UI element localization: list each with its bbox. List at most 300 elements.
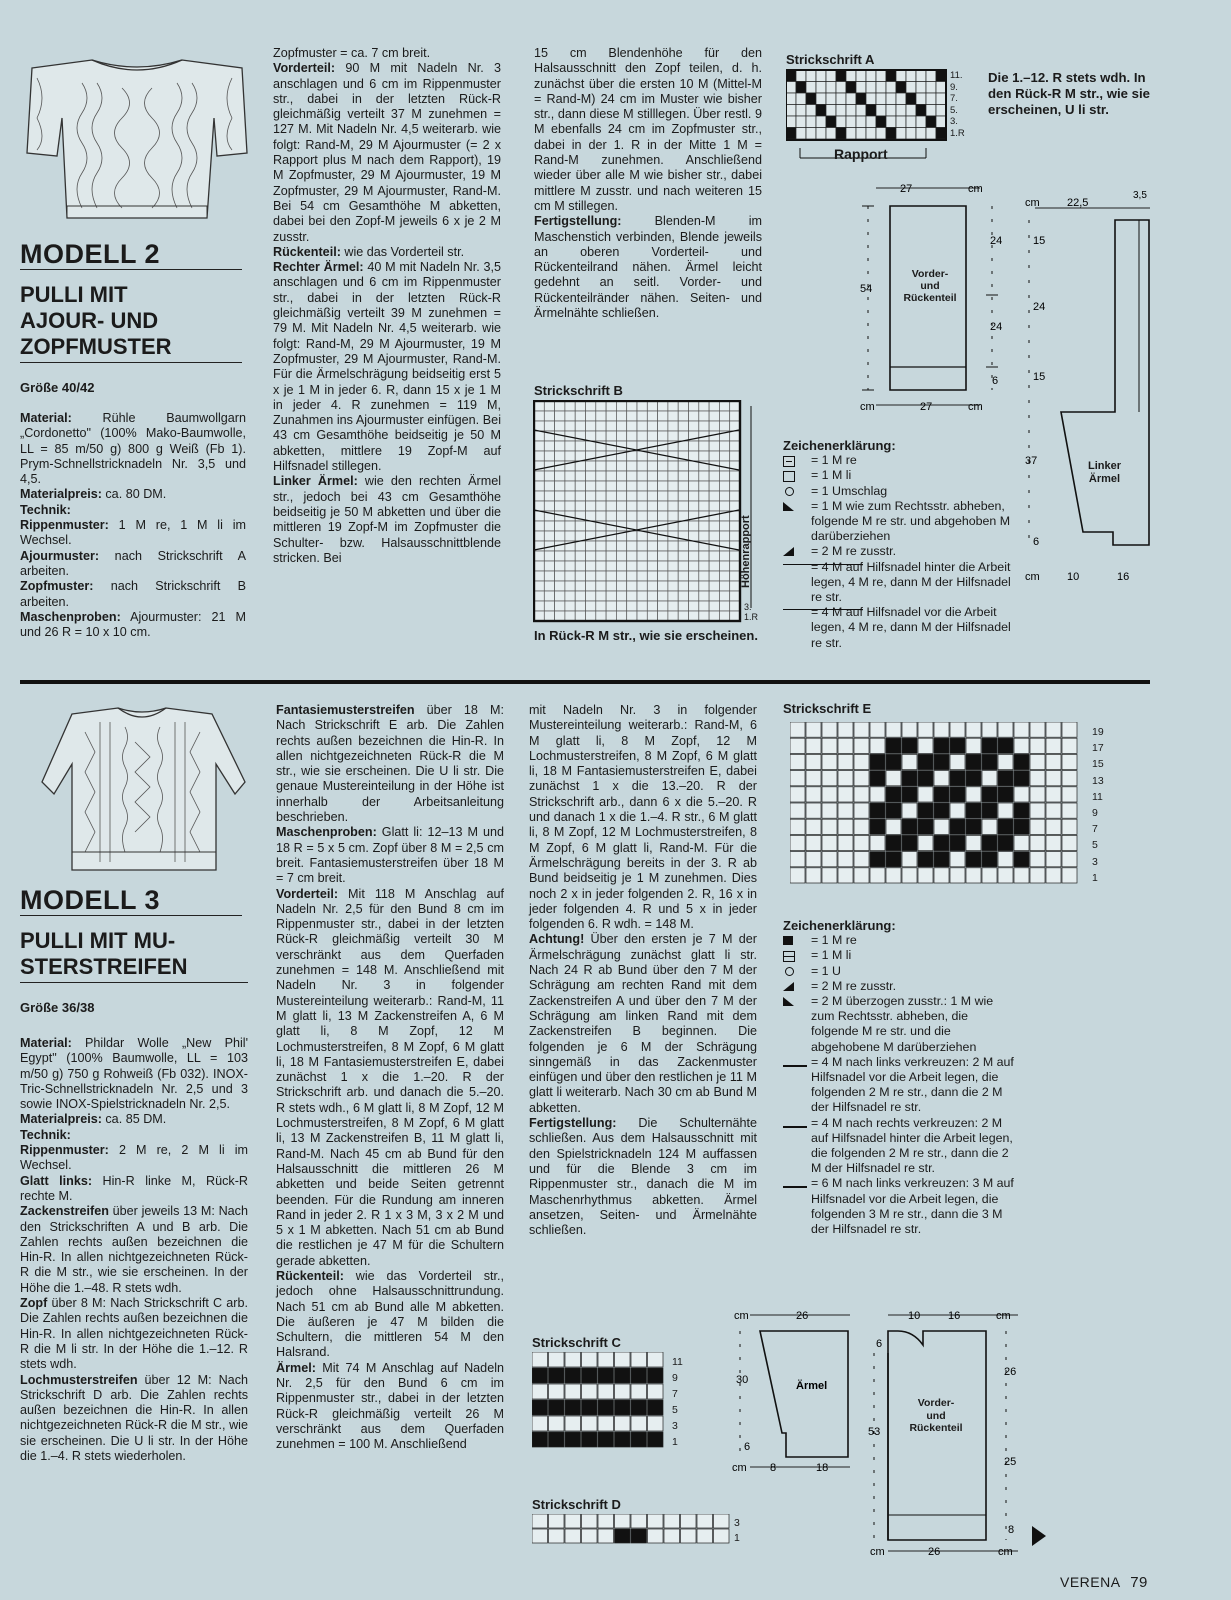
chart-b-cell <box>627 551 637 561</box>
chart-b-cell <box>616 611 626 621</box>
chart-d-cell <box>631 1529 647 1543</box>
chart-d-cell <box>582 1529 598 1543</box>
chart-e-cell <box>838 754 853 769</box>
chart-e-cell <box>934 787 949 802</box>
chart-b-cell <box>606 411 616 421</box>
chart-b-cell <box>627 531 637 541</box>
chart-a-cell <box>806 93 816 105</box>
chart-b-cell <box>647 501 657 511</box>
solid-square-icon <box>783 936 793 945</box>
chart-b-cell <box>699 481 709 491</box>
chart-c-cell <box>582 1400 598 1415</box>
m3c1-paragraph <box>20 1296 248 1372</box>
chart-d-cell <box>664 1514 680 1528</box>
chart-a-cell <box>936 70 946 82</box>
chart-b-cell <box>596 411 606 421</box>
chart-b-cell <box>699 531 709 541</box>
chart-a-row-labels <box>950 70 965 139</box>
chart-c-cell <box>549 1432 565 1447</box>
s2-top: 22,5 <box>1067 197 1089 209</box>
chart-c-cell <box>582 1384 598 1399</box>
chart-a-cell <box>886 116 896 128</box>
chart-a-cell <box>936 105 946 117</box>
chart-b-cell <box>678 501 688 511</box>
chart-b-cell <box>586 541 596 551</box>
m3c2-text: Mit 118 M Anschlag auf Nadeln Nr. 2,5 für den Bund 8 cm im Rippenmuster str., dabei in der letzten Rück-R gleichmäßig verteilt 30 M verschränkt aus dem Querfaden zunehmen = 148 M. Anschließend mit Nadeln Nr. 3 in folgender Mustereinteilung weiterarb.: Rand-M, 11 M glatt li, 13 M Zackenstreifen A, 6 M glatt li, 8 M Zopf, 12 M Lochmusterstreifen, 8 M Zopf, 6 M glatt li, 18 M Fantasiemusterstreifen E, dabei zunächst 1 x die 1.–20. R der Strickschrift arb. und danach die 5.–20. R stets wdh., 6 M glatt li, 8 M Zopf, 12 M Lochmusterstreifen, 8 M Zopf, 6 M glatt li, 13 M Zackenstreifen B, 11 M glatt li, Rand-M. Nach 45 cm ab Bund für den Halsausschnitt die mittleren 26 M abketten und beide Seiten getrennt beenden. Für die Rundung am inneren Rand in jeder 2. R 1 x 3 M, 3 x 2 M und 5 x 1 M abketten. Nach 51 cm ab Bund die restlichen je 47 M für die Schultern gerade abketten. <box>276 886 504 1268</box>
chart-b-cell <box>730 581 740 591</box>
m2c2-label: Rechter Ärmel: <box>273 260 364 275</box>
chart-e-cell <box>934 868 949 883</box>
m2c3-paragraph <box>534 214 762 321</box>
chart-b-cell <box>730 411 740 421</box>
chart-a-cell <box>896 128 906 140</box>
chart-b-cell <box>555 501 565 511</box>
m2c1-label: Technik: <box>20 502 71 517</box>
chart-e-cell <box>966 852 981 867</box>
chart-e-cell <box>934 771 949 786</box>
m2c1-text: nach Strickschrift A arbeiten. <box>20 548 246 578</box>
chart-a-cell <box>806 116 816 128</box>
chart-e-cell <box>1046 738 1061 753</box>
chart-b-cell <box>658 581 668 591</box>
chart-b-cell <box>616 551 626 561</box>
chart-e-row-label: 3 <box>1092 855 1098 868</box>
chart-a-cell <box>916 128 926 140</box>
chart-d-cell <box>582 1514 598 1528</box>
m3c1-paragraph <box>20 1128 248 1143</box>
k2tog-symbol-icon <box>783 547 794 556</box>
chart-a-cell <box>836 105 846 117</box>
chart-e-cell <box>918 722 933 737</box>
chart-b-cell <box>606 461 616 471</box>
chart-a-cell <box>816 70 826 82</box>
m3c1-paragraph <box>20 1373 248 1465</box>
chart-b-cell <box>668 511 678 521</box>
m2c1-text: Ajourmuster: 21 M und 26 R = 10 x 10 cm. <box>20 609 246 640</box>
m3c3-label: Achtung! <box>529 932 585 947</box>
chart-e-cell <box>870 835 885 850</box>
m2c2-text: wie das Vorderteil str. <box>340 244 465 259</box>
bd-unit-b: cm <box>870 1546 885 1558</box>
chart-e-cell <box>902 754 917 769</box>
chart-a-row-label: 5. <box>950 104 958 116</box>
chart-e-cell <box>966 754 981 769</box>
chart-e-cell <box>1030 787 1045 802</box>
legend3-text: = 1 M re <box>811 933 857 948</box>
k2tog-symbol-icon <box>783 982 794 991</box>
chart-b-cell <box>709 481 719 491</box>
chart-b-cell <box>678 471 688 481</box>
chart-e-cell <box>950 852 965 867</box>
m2c1-paragraph <box>20 610 246 641</box>
chart-e-cell <box>918 803 933 818</box>
chart-b-cell <box>627 481 637 491</box>
m2c1-text: Rühle Baumwollgarn „Cordonetto" (100% Mako-Baumwolle, LL = 85 m/50 g) 800 g Weiß (Fb 1). Prym-Schnellstricknadeln Nr. 3,5 und 4,5. <box>20 411 246 487</box>
chart-e-cell <box>790 771 805 786</box>
m3c2-label: Vorderteil: <box>276 886 339 901</box>
chart-b-cell <box>668 541 678 551</box>
chart-b-cell <box>658 551 668 561</box>
chart-e-cell <box>854 771 869 786</box>
chart-a-cell <box>826 128 836 140</box>
chart-b-cell <box>709 521 719 531</box>
chart-a-cell <box>896 82 906 94</box>
m3c1-label: Glatt links: <box>20 1173 93 1188</box>
chart-e-cell <box>1062 754 1077 769</box>
chart-b-cell <box>586 431 596 441</box>
chart-b-cell <box>544 611 554 621</box>
chart-a-cell <box>896 105 906 117</box>
chart-b-cell <box>730 601 740 611</box>
chart-e-cell <box>838 771 853 786</box>
m3c2-text: über 18 M: Nach Strickschrift E arb. Die Zahlen rechts außen bezeichnen die Hin-R. In allen nichtgezeichneten Rück-R die M str., wie sie erscheinen. Die U li str. Die genaue Mustereinteilung in der Höhe ist innerhalb der Arbeitsanleitung beschrieben. <box>276 703 504 825</box>
chart-b-cell <box>637 571 647 581</box>
m2c2-text: wie den rechten Ärmel str., jedoch bei 43 cm Gesamthöhe beidseitig je 50 M abketten und über die mittleren 19 Zopf-M im Zopfmuster die Schulter- bzw. Halsausschnittblende stricken. Bei <box>273 474 501 565</box>
chart-e-cell <box>838 787 853 802</box>
chart-b-cell <box>586 601 596 611</box>
sweater-sketch-model3 <box>30 702 260 877</box>
chart-c-cell <box>598 1384 614 1399</box>
chart-a-cell <box>896 93 906 105</box>
chart-b-cell <box>555 571 565 581</box>
m2c2-paragraph <box>273 474 501 566</box>
chart-b-cell <box>616 421 626 431</box>
s1-bottom: 27 <box>920 401 933 413</box>
hatched-square-icon <box>783 951 795 962</box>
chart-a-title: Strickschrift A <box>786 52 875 67</box>
chart-b-cell <box>534 491 544 501</box>
sl-unit: cm <box>734 1310 749 1322</box>
m3c3-text: mit Nadeln Nr. 3 in folgender Mustereinteilung weiterarb.: Rand-M, 6 M glatt li, 8 M Zopf, 12 M Lochmusterstreifen, 8 M Zopf, 6 M glatt li, 18 M Fantasiemusterstreifen E, dabei zunächst 1 x die 13.–20. R der Strickschrift arb., dann 6 x die 5.–20. R und danach 1 x die 1.–4. R str., 6 M glatt li, 8 M Zopf, 12 M Lochmusterstreifen, 8 M Zopf, 6 M glatt li, Rand-M. Für die Ärmelschrägung bereits in der 3. R ab Bund beidseitig je 1 M zunehmen. Dies noch 2 x in jeder folgenden 2. R, 16 x in jeder folgenden 4. R und 5 x in jeder folgenden 6. R wdh. = 148 M. <box>529 703 757 932</box>
chart-b-cell <box>565 411 575 421</box>
chart-b-cell <box>689 451 699 461</box>
m3c1-paragraph <box>20 1204 248 1296</box>
chart-a-cell <box>856 93 866 105</box>
chart-a-row-label: 3. <box>950 116 958 127</box>
m3c2-text: Mit 74 M Anschlag auf Nadeln Nr. 2,5 für den Bund 6 cm im Rippenmuster str., dabei in der letzten Rück-R gleichmäßig verteilt 26 M verschränkt aus dem Querfaden zunehmen = 100 M. Anschließend <box>276 1360 504 1452</box>
chart-b-cell <box>668 461 678 471</box>
chart-e-cell <box>838 868 853 883</box>
chart-e-cell <box>918 771 933 786</box>
chart-b-cell <box>544 601 554 611</box>
chart-e-rows <box>1092 724 1104 886</box>
chart-e-cell <box>822 722 837 737</box>
chart-e-cell <box>870 787 885 802</box>
chart-b-cell <box>719 601 729 611</box>
s2-l1: 15 <box>1033 235 1046 247</box>
chart-e-cell <box>790 803 805 818</box>
chart-b-cell <box>709 501 719 511</box>
m2c1-text: 1 M re, 1 M li im Wechsel. <box>20 518 246 548</box>
m2c1-text: nach Strickschrift B arbeiten. <box>20 579 246 609</box>
sl-left: 30 <box>736 1374 749 1386</box>
chart-b-cell <box>586 411 596 421</box>
chart-e-cell <box>982 868 997 883</box>
chart-b-cell <box>709 471 719 481</box>
chart-b-cell <box>544 491 554 501</box>
chart-b-cell <box>606 571 616 581</box>
chart-b-cell <box>709 611 719 621</box>
chart-b-cell <box>658 541 668 551</box>
chart-b-cell <box>534 481 544 491</box>
chart-e-cell <box>966 771 981 786</box>
chart-b-cell <box>616 601 626 611</box>
chart-b-cell <box>689 581 699 591</box>
chart-e-cell <box>886 754 901 769</box>
chart-e-cell <box>950 738 965 753</box>
chart-b-cell <box>575 491 585 501</box>
chart-e-cell <box>806 738 821 753</box>
chart-b-cell <box>678 461 688 471</box>
chart-e-row-label: 17 <box>1092 742 1104 755</box>
chart-a-cell <box>926 82 936 94</box>
yarnover-symbol-icon <box>785 967 794 976</box>
s2-label: Linker Ärmel <box>1088 460 1122 485</box>
chart-e-cell <box>790 852 805 867</box>
chart-e-cell <box>1014 754 1029 769</box>
chart-a-cell <box>906 82 916 94</box>
chart-b-note: In Rück-R M str., wie sie erscheinen. <box>534 628 758 643</box>
chart-b-cell <box>616 501 626 511</box>
chart-e-cell <box>1046 754 1061 769</box>
chart-b-cell <box>658 491 668 501</box>
chart-b-cell <box>647 571 657 581</box>
chart-e-row-label: 1 <box>1092 871 1098 884</box>
chart-b-cell <box>689 501 699 511</box>
chart-b-cell <box>730 571 740 581</box>
legend2-item <box>783 605 1019 651</box>
chart-b-cell <box>596 551 606 561</box>
bd-t2: 16 <box>948 1310 961 1322</box>
chart-b-cell <box>699 421 709 431</box>
schematic-body-m3 <box>868 1305 1028 1565</box>
chart-b-cell <box>719 611 729 621</box>
chart-b-cell <box>575 501 585 511</box>
chart-a-cell <box>906 93 916 105</box>
chart-e-cell <box>1014 771 1029 786</box>
chart-b-cell <box>719 521 729 531</box>
chart-e-cell <box>1046 835 1061 850</box>
m2c1-paragraph <box>20 579 246 610</box>
chart-e-cell <box>822 787 837 802</box>
chart-e-cell <box>982 803 997 818</box>
chart-a-cell <box>876 82 886 94</box>
chart-b-cell <box>534 401 544 411</box>
chart-e-cell <box>1014 852 1029 867</box>
legend-model2 <box>783 438 1019 651</box>
legend-model3 <box>783 918 1018 1237</box>
legend2-text: = 1 M li <box>811 468 852 483</box>
m2c1-label: Rippenmuster: <box>20 518 109 533</box>
chart-e-cell <box>1014 787 1029 802</box>
chart-c-cell <box>582 1368 598 1383</box>
m3c3-label: Fertigstellung: <box>529 1116 617 1131</box>
chart-b-cell <box>699 611 709 621</box>
chart-b-cell <box>544 401 554 411</box>
chart-b-cell <box>616 541 626 551</box>
chart-b-cell <box>596 611 606 621</box>
chart-a-cell <box>886 93 896 105</box>
chart-a-cell <box>906 105 916 117</box>
chart-b-cell <box>668 501 678 511</box>
chart-b-cell <box>575 561 585 571</box>
chart-b-cell <box>616 491 626 501</box>
chart-b-cell <box>637 421 647 431</box>
chart-b-cell <box>596 491 606 501</box>
m3c1-paragraph <box>20 1143 248 1174</box>
s1-unit-top: cm <box>968 183 983 195</box>
chart-b-cell <box>606 581 616 591</box>
chart-b-cell <box>596 601 606 611</box>
bd-label: Vorder- und Rückenteil <box>909 1397 963 1434</box>
chart-b-cell <box>575 551 585 561</box>
chart-b-cell <box>678 491 688 501</box>
chart-b-cell <box>709 551 719 561</box>
legend3-text: = 2 M re zusstr. <box>811 978 897 993</box>
chart-b-cell <box>637 511 647 521</box>
chart-d-cell <box>648 1514 664 1528</box>
chart-d-cell <box>697 1514 713 1528</box>
chart-a-cell <box>926 70 936 82</box>
chart-b-cell <box>565 571 575 581</box>
chart-e-cell <box>822 819 837 834</box>
chart-b-cell <box>627 511 637 521</box>
chart-e-cell <box>982 738 997 753</box>
chart-b-cell <box>616 581 626 591</box>
chart-e-cell <box>966 787 981 802</box>
chart-a-cell <box>786 82 796 94</box>
chart-e-cell <box>902 738 917 753</box>
chart-b-cell <box>689 521 699 531</box>
chart-a-cell <box>816 105 826 117</box>
chart-b-cell <box>637 611 647 621</box>
chart-c-cell <box>648 1432 664 1447</box>
chart-e-cell <box>886 738 901 753</box>
chart-e-cell <box>854 835 869 850</box>
chart-b-cell <box>719 421 729 431</box>
chart-b-cell <box>534 451 544 461</box>
m3c2-text: Glatt li: 12–13 M und 18 R = 5 x 5 cm. Zopf über 8 M = 2,5 cm breit. Fantasiemusterstreifen über 18 M = 7 cm breit. <box>276 825 504 886</box>
chart-b-cell <box>575 521 585 531</box>
chart-a-cell <box>796 70 806 82</box>
chart-a-note: Die 1.–12. R stets wdh. In den Rück-R M str., wie sie erscheinen, U li str. <box>988 70 1150 117</box>
s2-unit-b: cm <box>1025 571 1040 583</box>
chart-c-row-label: 5 <box>672 1404 678 1416</box>
chart-b-cell <box>658 461 668 471</box>
m3c1-paragraph <box>20 1112 248 1127</box>
chart-a-cell <box>806 82 816 94</box>
chart-c-cell <box>582 1432 598 1447</box>
chart-c-cell <box>549 1368 565 1383</box>
chart-b-cell <box>627 421 637 431</box>
chart-b-cell <box>678 541 688 551</box>
chart-b-cell <box>606 561 616 571</box>
chart-e-cell <box>822 738 837 753</box>
chart-e-cell <box>1062 738 1077 753</box>
chart-b-cell <box>534 561 544 571</box>
m3c1-text: Hin-R linke M, Rück-R rechte M. <box>20 1173 249 1203</box>
chart-a-cell <box>876 128 886 140</box>
chart-e-cell <box>870 803 885 818</box>
chart-b-row-label: 3. <box>744 602 752 612</box>
chart-a-cell <box>916 82 926 94</box>
chart-d-title: Strickschrift D <box>532 1497 621 1512</box>
legend3-item <box>783 948 1018 963</box>
s1-r1: 24 <box>990 235 1003 247</box>
chart-b-cell <box>719 571 729 581</box>
chart-b-cell <box>586 511 596 521</box>
chart-b-cell <box>719 441 729 451</box>
chart-e-cell <box>1062 819 1077 834</box>
legend2-item <box>783 453 1019 468</box>
chart-b-cell <box>544 551 554 561</box>
chart-b-cell <box>689 571 699 581</box>
chart-b-cell <box>678 521 688 531</box>
chart-b-cell <box>565 581 575 591</box>
chart-e-cell <box>1046 868 1061 883</box>
chart-e-cell <box>1062 722 1077 737</box>
chart-e-cell <box>982 835 997 850</box>
chart-e-cell <box>854 787 869 802</box>
chart-d-cell <box>598 1529 614 1543</box>
chart-e-cell <box>790 868 805 883</box>
chart-b-cell <box>689 491 699 501</box>
model3-title: PULLI MIT MU- STERSTREIFEN <box>20 928 248 983</box>
chart-e-cell <box>870 868 885 883</box>
chart-e-cell <box>1062 771 1077 786</box>
chart-c-cell <box>631 1384 647 1399</box>
m3c2-paragraph <box>276 825 504 886</box>
chart-b-cell <box>596 511 606 521</box>
m2c3-paragraph <box>534 46 762 214</box>
chart-e <box>790 722 1090 894</box>
chart-b-cell <box>544 581 554 591</box>
chart-a-cell <box>826 93 836 105</box>
page-number: 79 <box>1130 1574 1148 1591</box>
chart-b-cell <box>699 521 709 531</box>
chart-e-cell <box>854 868 869 883</box>
m3c1-text: Phildar Wolle „New Phil' Egypt" (100% Baumwolle, LL = 103 m/50 g) 750 g Rohweiß (Fb 032). INOX-Tric-Schnellstricknadeln Nr. 2,5 und 3 sowie INOX-Spielstricknadeln Nr. 2,5. <box>20 1036 248 1112</box>
model3-size: Größe 36/38 <box>20 1000 95 1015</box>
m3c3-text: Über den ersten je 7 M der Ärmelschrägung zunächst glatt li str. Nach 24 R ab Bund über den 7 M der Schrägung am rechten Rand mit dem Zackenstreifen A und über den 7 M der Schrägung am linken Rand mit dem Zackenstreifen B beginnen. Die folgenden je 6 M der Schrägung sinngemäß in das Zackenmuster einfügen und über den restlichen je 11 M glatt li weiterarb. Nach 30 cm ab Bund M abketten. <box>529 932 757 1115</box>
m2c1-label: Ajourmuster: <box>20 548 100 563</box>
s2-l2: 24 <box>1033 301 1046 313</box>
chart-c-cell <box>598 1368 614 1383</box>
chart-b-cell <box>678 431 688 441</box>
chart-e-row-label: 11 <box>1092 790 1103 803</box>
chart-a-cell <box>936 128 946 140</box>
chart-e-cell <box>870 771 885 786</box>
chart-e-cell <box>1014 803 1029 818</box>
model3-column-2 <box>276 703 504 1453</box>
chart-b-cell <box>658 561 668 571</box>
chart-e-cell <box>886 868 901 883</box>
chart-e-cell <box>1062 787 1077 802</box>
legend2-item <box>783 484 1019 499</box>
chart-b-cell <box>555 481 565 491</box>
legend2-text: = 1 Umschlag <box>811 483 888 498</box>
chart-c-cell <box>532 1400 548 1415</box>
chart-b-cell <box>678 401 688 411</box>
chart-b-cell <box>668 421 678 431</box>
chart-c-cell <box>615 1352 631 1367</box>
chart-a-cell <box>786 93 796 105</box>
chart-c-row-label: 7 <box>672 1388 678 1400</box>
chart-c-cell <box>549 1416 565 1431</box>
chart-e-cell <box>966 835 981 850</box>
chart-e-cell <box>982 722 997 737</box>
chart-b-cell <box>544 411 554 421</box>
